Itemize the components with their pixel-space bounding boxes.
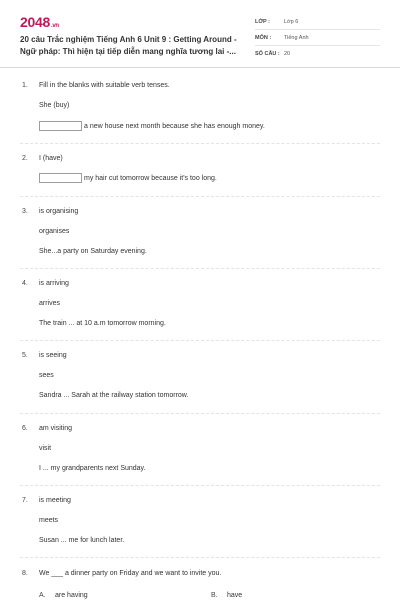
question-number: 8. <box>22 570 28 577</box>
question-divider <box>20 557 380 558</box>
option-a-letter[interactable]: A. <box>39 592 46 599</box>
question-divider <box>20 143 380 144</box>
question-number: 5. <box>22 352 28 359</box>
question-sentence: She...a party on Saturday evening. <box>39 248 147 255</box>
meta-subject-label: MÔN : <box>255 35 272 41</box>
question-sentence: Sandra ... Sarah at the railway station tomorrow. <box>39 392 189 399</box>
question-number: 4. <box>22 280 28 287</box>
question-sentence: The train ... at 10 a.m tomorrow morning. <box>39 320 166 327</box>
site-logo[interactable]: 2048.vn <box>20 14 59 30</box>
option-b-letter[interactable]: B. <box>211 592 218 599</box>
meta-question-count <box>255 46 380 62</box>
question-divider <box>20 268 380 269</box>
question-line: organises <box>39 228 70 235</box>
meta-class-label: LỚP : <box>255 19 270 25</box>
sentence-continuation: my hair cut tomorrow because it's too long. <box>84 175 217 182</box>
question-text: is organising <box>39 208 79 215</box>
question-divider <box>20 485 380 486</box>
question-divider <box>20 340 380 341</box>
option-b-text[interactable]: have <box>227 592 243 599</box>
meta-count-label: SỐ CÂU : <box>255 51 280 57</box>
sentence-continuation: a new house next month because she has enough money. <box>84 123 265 130</box>
meta-class <box>255 14 380 30</box>
question-text: I (have) <box>39 155 63 162</box>
answer-input[interactable] <box>39 173 82 183</box>
question-sentence: I ... my grandparents next Sunday. <box>39 465 146 472</box>
question-text: is seeing <box>39 352 67 359</box>
meta-subject-value: Tiếng Anh <box>284 35 309 41</box>
answer-input[interactable] <box>39 121 82 131</box>
document-title: 20 câu Trắc nghiệm Tiếng Anh 6 Unit 9 : Getting Around - Ngữ pháp: Thì hiện tại tiếp diễn mang nghĩa tương lai -... <box>20 35 237 56</box>
document-header <box>0 0 400 68</box>
question-number: 1. <box>22 82 28 89</box>
question-text: We ___ a dinner party on Friday and we want to invite you. <box>39 570 222 577</box>
question-text: is meeting <box>39 497 71 504</box>
meta-subject <box>255 30 380 46</box>
question-line: visit <box>39 445 52 452</box>
question-line: meets <box>39 517 59 524</box>
question-text: Fill in the blanks with suitable verb tenses. <box>39 82 170 89</box>
question-line: arrives <box>39 300 61 307</box>
question-number: 2. <box>22 155 28 162</box>
question-divider <box>20 413 380 414</box>
question-divider <box>20 196 380 197</box>
question-sentence: Susan ... me for lunch later. <box>39 537 125 544</box>
question-number: 7. <box>22 497 28 504</box>
option-a-text[interactable]: are having <box>55 592 88 599</box>
question-line: sees <box>39 372 54 379</box>
question-text: is arriving <box>39 280 69 287</box>
meta-class-value: Lớp 6 <box>284 19 299 25</box>
question-hint: She (buy) <box>39 102 70 109</box>
question-number: 3. <box>22 208 28 215</box>
question-number: 6. <box>22 425 28 432</box>
meta-count-value: 20 <box>284 51 291 57</box>
question-text: am visiting <box>39 425 73 432</box>
